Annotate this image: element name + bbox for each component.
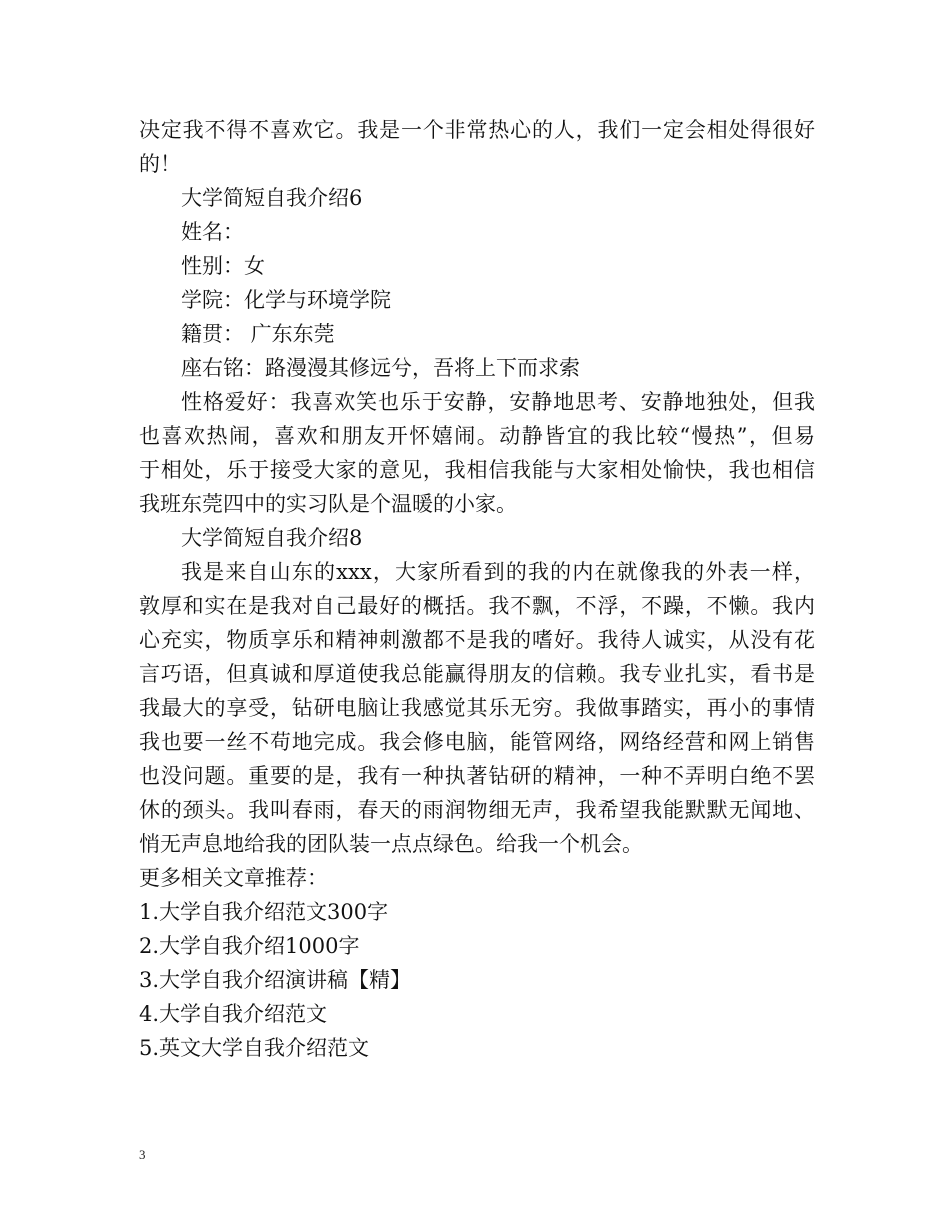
text-line: 5.英文大学自我介绍范文 (139, 1036, 370, 1060)
page-number: 3 (139, 1147, 146, 1162)
text-line: 决定我不得不喜欢它。我是一个非常热心的人，我们一定会相处得很好 (139, 118, 815, 142)
document-body (139, 113, 815, 1065)
text-line: 大学简短自我介绍6 (181, 186, 363, 210)
text-line: 1.大学自我介绍范文300字 (139, 900, 389, 924)
text-line: 我班东莞四中的实习队是个温暖的小家。 (139, 492, 517, 516)
text-line: 也没问题。重要的是，我有一种执著钻研的精神，一种不弄明白绝不罢 (139, 764, 815, 788)
text-line: 3.大学自我介绍演讲稿【精】 (139, 968, 412, 992)
text-line: 性别：女 (181, 254, 265, 278)
text-line: 言巧语，但真诚和厚道使我总能赢得朋友的信赖。我专业扎实，看书是 (139, 662, 815, 686)
text-line: 也喜欢热闹，喜欢和朋友开怀嬉闹。动静皆宜的我比较“慢热”，但易 (139, 424, 815, 448)
text-line: 学院：化学与环境学院 (181, 288, 391, 312)
text-line: 更多相关文章推荐： (139, 866, 328, 890)
text-line: 悄无声息地给我的团队装一点点绿色。给我一个机会。 (139, 832, 643, 856)
text-line: 休的颈头。我叫春雨，春天的雨润物细无声，我希望我能默默无闻地、 (139, 798, 815, 822)
text-line: 敦厚和实在是我对自己最好的概括。我不飘，不浮，不躁，不懒。我内 (139, 594, 815, 618)
text-line: 姓名： (181, 220, 244, 244)
text-line: 我是来自山东的xxx，大家所看到的我的内在就像我的外表一样， (181, 560, 815, 584)
text-line: 座右铭：路漫漫其修远兮，吾将上下而求索 (181, 356, 580, 380)
text-line: 2.大学自我介绍1000字 (139, 934, 360, 958)
text-line: 的！ (139, 152, 181, 176)
document-page (139, 113, 815, 1065)
text-line: 大学简短自我介绍8 (181, 526, 363, 550)
text-line: 性格爱好：我喜欢笑也乐于安静，安静地思考、安静地独处，但我 (181, 390, 815, 414)
text-line: 我也要一丝不苟地完成。我会修电脑，能管网络，网络经营和网上销售 (139, 730, 815, 754)
text-line: 籍贯： 广东东莞 (181, 322, 335, 346)
text-line: 4.大学自我介绍范文 (139, 1002, 328, 1026)
text-line: 于相处，乐于接受大家的意见，我相信我能与大家相处愉快，我也相信 (139, 458, 815, 482)
text-line: 我最大的享受，钻研电脑让我感觉其乐无穷。我做事踏实，再小的事情 (139, 696, 815, 720)
text-line: 心充实，物质享乐和精神刺激都不是我的嗜好。我待人诚实，从没有花 (139, 628, 815, 652)
